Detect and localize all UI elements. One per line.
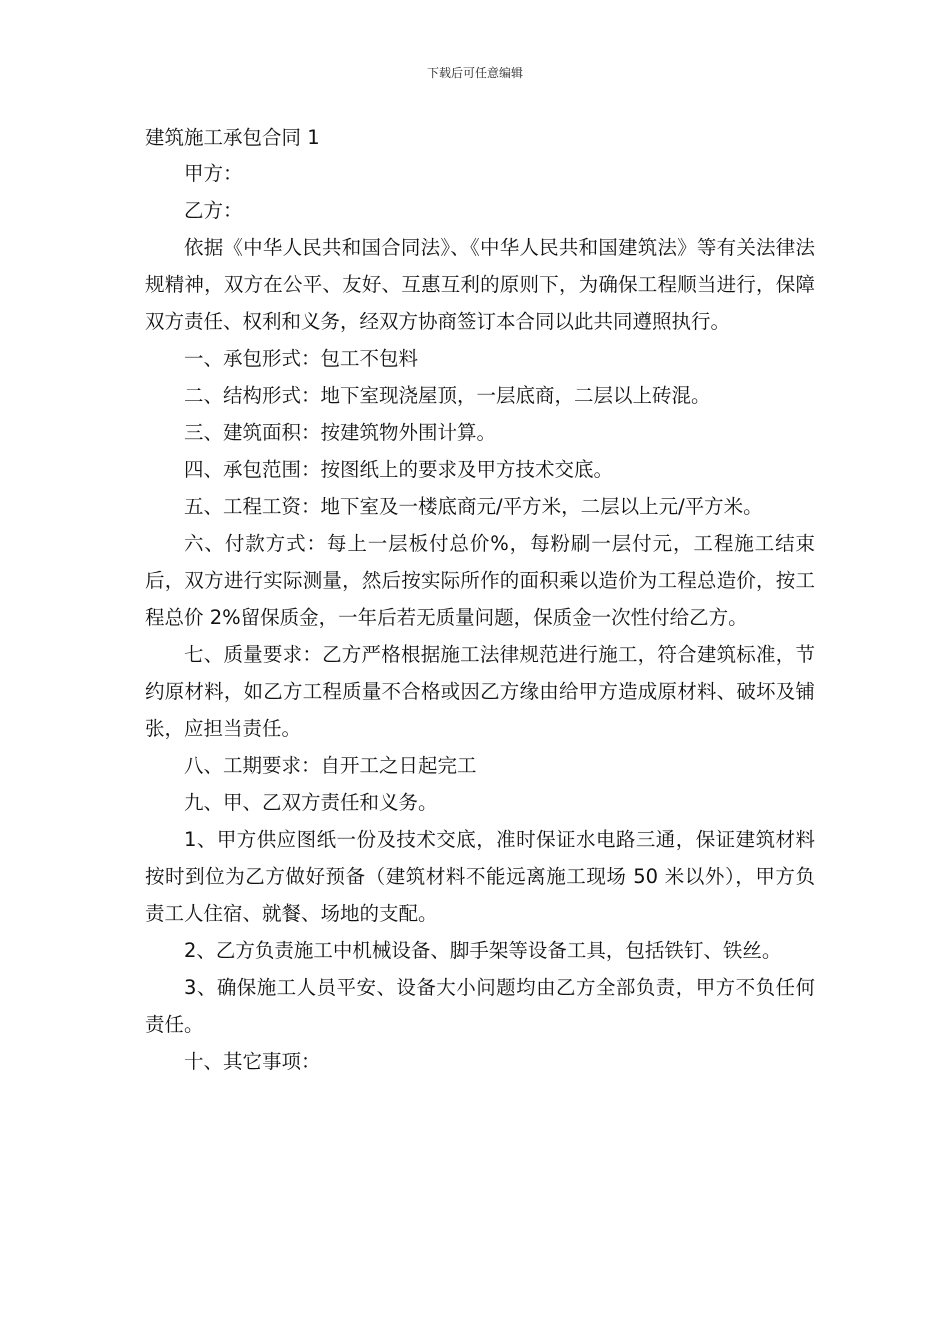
clause-6-payment: 六、付款方式：每上一层板付总价%，每粉刷一层付元，工程施工结束后，双方进行实际测量，然后按实际所作的面积乘以造价为工程总造价，按工程总价 2%留保质金，一年后若无质量问题，保质金一次性付给乙方。 [145, 532, 815, 629]
clause-9-responsibilities: 九、甲、乙双方责任和义务。 [184, 791, 438, 814]
clause-1-contract-form: 一、承包形式：包工不包料 [184, 347, 419, 370]
paragraph-party-b: 乙方： [184, 199, 243, 222]
document-title: 建筑施工承包合同 1 [145, 126, 320, 149]
responsibility-item-3: 3、确保施工人员平安、设备大小问题均由乙方全部负责，甲方不负任何责任。 [145, 976, 815, 1036]
clause-3-area: 三、建筑面积：按建筑物外围计算。 [184, 421, 497, 444]
clause-2-structure: 二、结构形式：地下室现浇屋顶，一层底商，二层以上砖混。 [184, 384, 711, 407]
responsibility-item-1: 1、甲方供应图纸一份及技术交底，准时保证水电路三通，保证建筑材料按时到位为乙方做好预备（建筑材料不能远离施工现场 50 米以外），甲方负责工人住宿、就餐、场地的支配。 [145, 828, 815, 925]
clause-4-scope: 四、承包范围：按图纸上的要求及甲方技术交底。 [184, 458, 614, 481]
paragraph-preamble: 依据《中华人民共和国合同法》、《中华人民共和国建筑法》等有关法律法规精神，双方在公平、友好、互惠互利的原则下，为确保工程顺当进行，保障双方责任、权利和义务，经双方协商签订本合同以此共同遵照执行。 [145, 236, 815, 333]
document-body [145, 155, 815, 1080]
clause-8-schedule: 八、工期要求：自开工之日起完工 [184, 754, 477, 777]
clause-10-other: 十、其它事项： [184, 1050, 321, 1073]
clause-7-quality: 七、质量要求：乙方严格根据施工法律规范进行施工，符合建筑标准，节约原材料，如乙方工程质量不合格或因乙方缘由给甲方造成原材料、破坏及铺张，应担当责任。 [145, 643, 815, 740]
header-note: 下载后可任意编辑 [426, 66, 523, 80]
responsibility-item-2: 2、乙方负责施工中机械设备、脚手架等设备工具，包括铁钉、铁丝。 [184, 939, 782, 962]
clause-5-wages: 五、工程工资：地下室及一楼底商元/平方米，二层以上元/平方米。 [184, 495, 763, 518]
paragraph-party-a: 甲方： [184, 162, 243, 185]
